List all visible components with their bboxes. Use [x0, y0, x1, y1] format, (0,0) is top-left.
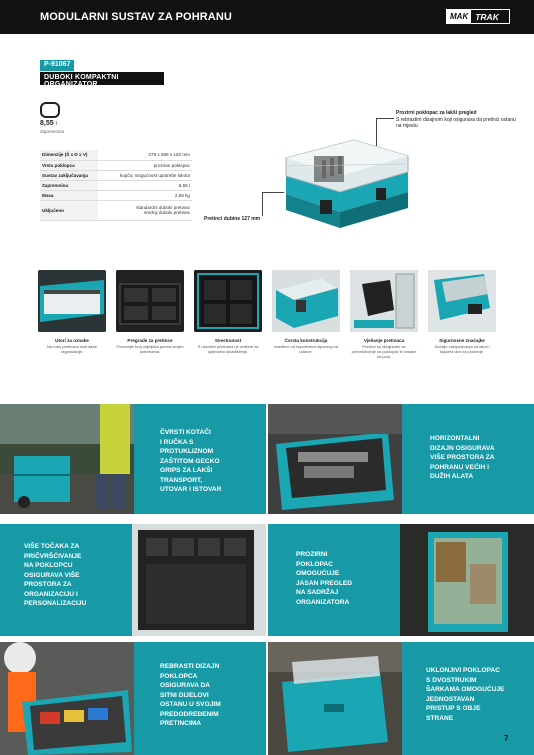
panel-text-ribbed-lid: REBRASTI DIZAJN POKLOPCA OSIGURAVA DA SITNI DIJELOVI OSTANU U SVOJIM PREDODREĐENIM PRETINCIMA: [134, 642, 266, 755]
feature-image: [350, 270, 418, 332]
page-number: 7: [504, 734, 509, 743]
photo-horizontal: [268, 404, 402, 514]
photo-wheels: [0, 404, 134, 514]
product-sku: P-91067: [40, 60, 74, 71]
panel-text-attachments: VIŠE TOČAKA ZA PRIČVRŠĆIVANJE NA POKLOPCU OSIGURAVA VIŠE PROSTORA ZA ORGANIZACIJU I PERSONALIZACIJU: [0, 524, 132, 636]
callout-lid: Prozirni poklopac za lakši pregled S rebrastim dizajnom koji osigurava da pretinci ostanu na mjestu: [396, 110, 516, 129]
photo-clear-lid: [400, 524, 534, 636]
photo-removable-lid: [268, 642, 402, 755]
panel-text-horizontal: HORIZONTALNI DIZAJN OSIGURAVA VIŠE PROSTORA ZA POHRANU VEĆIH I DUŽIH ALATA: [402, 404, 534, 514]
volume-label: Zapremnina: [40, 129, 65, 134]
page-header: [0, 0, 534, 34]
panel-text-removable-lid: UKLONJIVI POKLOPAC S DVOSTRUKIM ŠARKAMA OMOGUĆUJE JEDNOSTAVAN PRISTUP S OBJE STRANE: [402, 642, 534, 755]
feature-image: [116, 270, 184, 332]
organizer-product-image: [280, 136, 412, 232]
feature-row: [38, 270, 510, 370]
spec-row: Vrsta poklopca proziran poklopac: [40, 160, 192, 170]
spec-row: Uključeno standardni duboki pretinac srednji duboki pretinac: [40, 200, 192, 220]
photo-ribbed-lid: [0, 642, 134, 755]
feature-item: Pregrade za pretince Povećajte broj odjeljaka prema svojim potrebama.: [116, 270, 184, 354]
feature-image: [428, 270, 496, 332]
feature-image: [194, 270, 262, 332]
spec-table: [40, 150, 192, 221]
spec-row: Sustav zaključavanja kopča; mogućnost upotrebe lokota: [40, 170, 192, 180]
photo-attachments: [132, 524, 266, 636]
panel-text-clear-lid: PROZIRNI POKLOPAC OMOGUĆUJE JASAN PREGLED NA SADRŽAJ ORGANIZATORA: [268, 524, 400, 636]
spec-row: Zapremnina 8,55 l: [40, 180, 192, 190]
volume-value: 8,55 l: [40, 120, 57, 127]
feature-image: [272, 270, 340, 332]
maktrak-logo: MAK TRAK: [446, 9, 510, 24]
feature-item: Svestranost S ukloniivi pretinaca uz veličine za optimalno skladištenje.: [194, 270, 262, 354]
header-title: MODULARNI SUSTAV ZA POHRANU: [40, 11, 232, 23]
spec-row: Masa 2,59 kg: [40, 190, 192, 200]
feature-item: Utori za oznake Na rubu pretinaca radi lakše organizacije.: [38, 270, 106, 354]
volume-icon: [40, 102, 60, 118]
feature-item: Vješanje pretinaca Pretinci su dizajnirani za pričvršćivanje na poklopac ili nosače na polu.: [350, 270, 418, 359]
callout-depth: Pretinci dubine 127 mm: [204, 216, 261, 222]
product-name: DUBOKI KOMPAKTNI ORGANIZATOR: [40, 72, 164, 85]
feature-item: Sigurnosne značajke Sučeljе zaključavanja za lakot i ključevi utor za pročenje.: [428, 270, 496, 354]
feature-item: Čvrsta konstrukcija Izrađeno od kopolimera otpornog na udarce.: [272, 270, 340, 354]
spec-row: Dimenzije (Š x D x V) 278 x 389 x 162 mm: [40, 150, 192, 160]
panel-text-wheels: ČVRSTI KOTAČI I RUČKA S PROTUKLIZNOM ZAŠTITOM GECKO GRIPS ZA LAKŠI TRANSPORT, UTOVAR I ISTOVAR: [134, 404, 266, 514]
feature-image: [38, 270, 106, 332]
